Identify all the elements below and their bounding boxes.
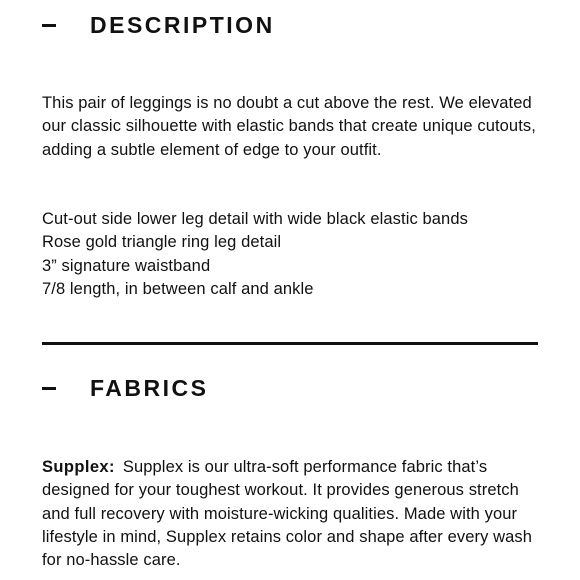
section-divider (42, 342, 538, 345)
fabrics-title: FABRICS (90, 375, 209, 401)
feature-item: 7/8 length, in between calf and ankle (42, 279, 314, 298)
description-section-toggle[interactable] (42, 14, 275, 37)
description-paragraph: This pair of leggings is no doubt a cut above the rest. We elevated our classic silhouette with elastic bands that create unique cutouts, adding a subtle element of edge to your outfit. (42, 94, 536, 159)
minus-icon (42, 387, 56, 390)
fabrics-section-toggle[interactable] (42, 377, 208, 400)
fabric-text: Supplex is our ultra-soft performance fabric that’s designed for your toughest workout. It provides generous stretch and full recovery with moisture-wicking qualities. Made with your lifestyle in mind, Supplex retains color and shape after every wash for no-hassle care. (42, 458, 533, 570)
fabric-description (42, 456, 542, 572)
feature-item: 3” signature waistband (42, 256, 211, 275)
fabric-name: Supplex: (42, 458, 115, 476)
feature-item: Cut-out side lower leg detail with wide black elastic bands (42, 210, 468, 228)
feature-list (42, 208, 542, 301)
minus-icon (42, 24, 56, 27)
description-title: DESCRIPTION (90, 12, 275, 38)
feature-item: Rose gold triangle ring leg detail (42, 233, 282, 252)
